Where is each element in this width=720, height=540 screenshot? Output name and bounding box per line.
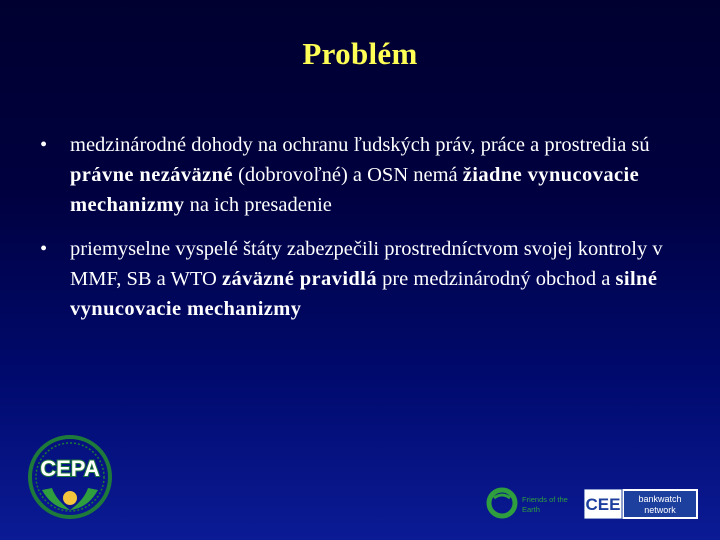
svg-text:Earth: Earth <box>522 505 540 514</box>
bullet-item <box>40 130 680 220</box>
svg-text:CEE: CEE <box>585 495 621 514</box>
bullet-list <box>40 130 680 338</box>
svg-text:network: network <box>644 505 676 515</box>
bullet-marker: • <box>40 238 48 260</box>
cepa-logo-icon <box>22 434 118 520</box>
svg-text:CEPA: CEPA <box>40 456 100 481</box>
friends-of-earth-logo-icon <box>486 486 580 520</box>
bullet-marker: • <box>40 134 48 156</box>
slide-title: Problém <box>302 36 418 71</box>
bullet-text: medzinárodné dohody na ochranu ľudských práv, práce a prostredia sú právne nezáväzné (dobrovoľné) a OSN nemá žiadne vynucovacie mechanizmy na ich presadenie <box>70 134 650 216</box>
bullet-item <box>40 234 680 324</box>
cee-bankwatch-logo-icon <box>584 489 698 519</box>
bullet-text: priemyselne vyspelé štáty zabezpečili prostredníctvom svojej kontroly v MMF, SB a WTO záväzné pravidlá pre medzinárodný obchod a silné vynucovacie mechanizmy <box>70 238 663 320</box>
svg-text:Friends of the: Friends of the <box>522 495 568 504</box>
svg-text:bankwatch: bankwatch <box>638 494 682 504</box>
